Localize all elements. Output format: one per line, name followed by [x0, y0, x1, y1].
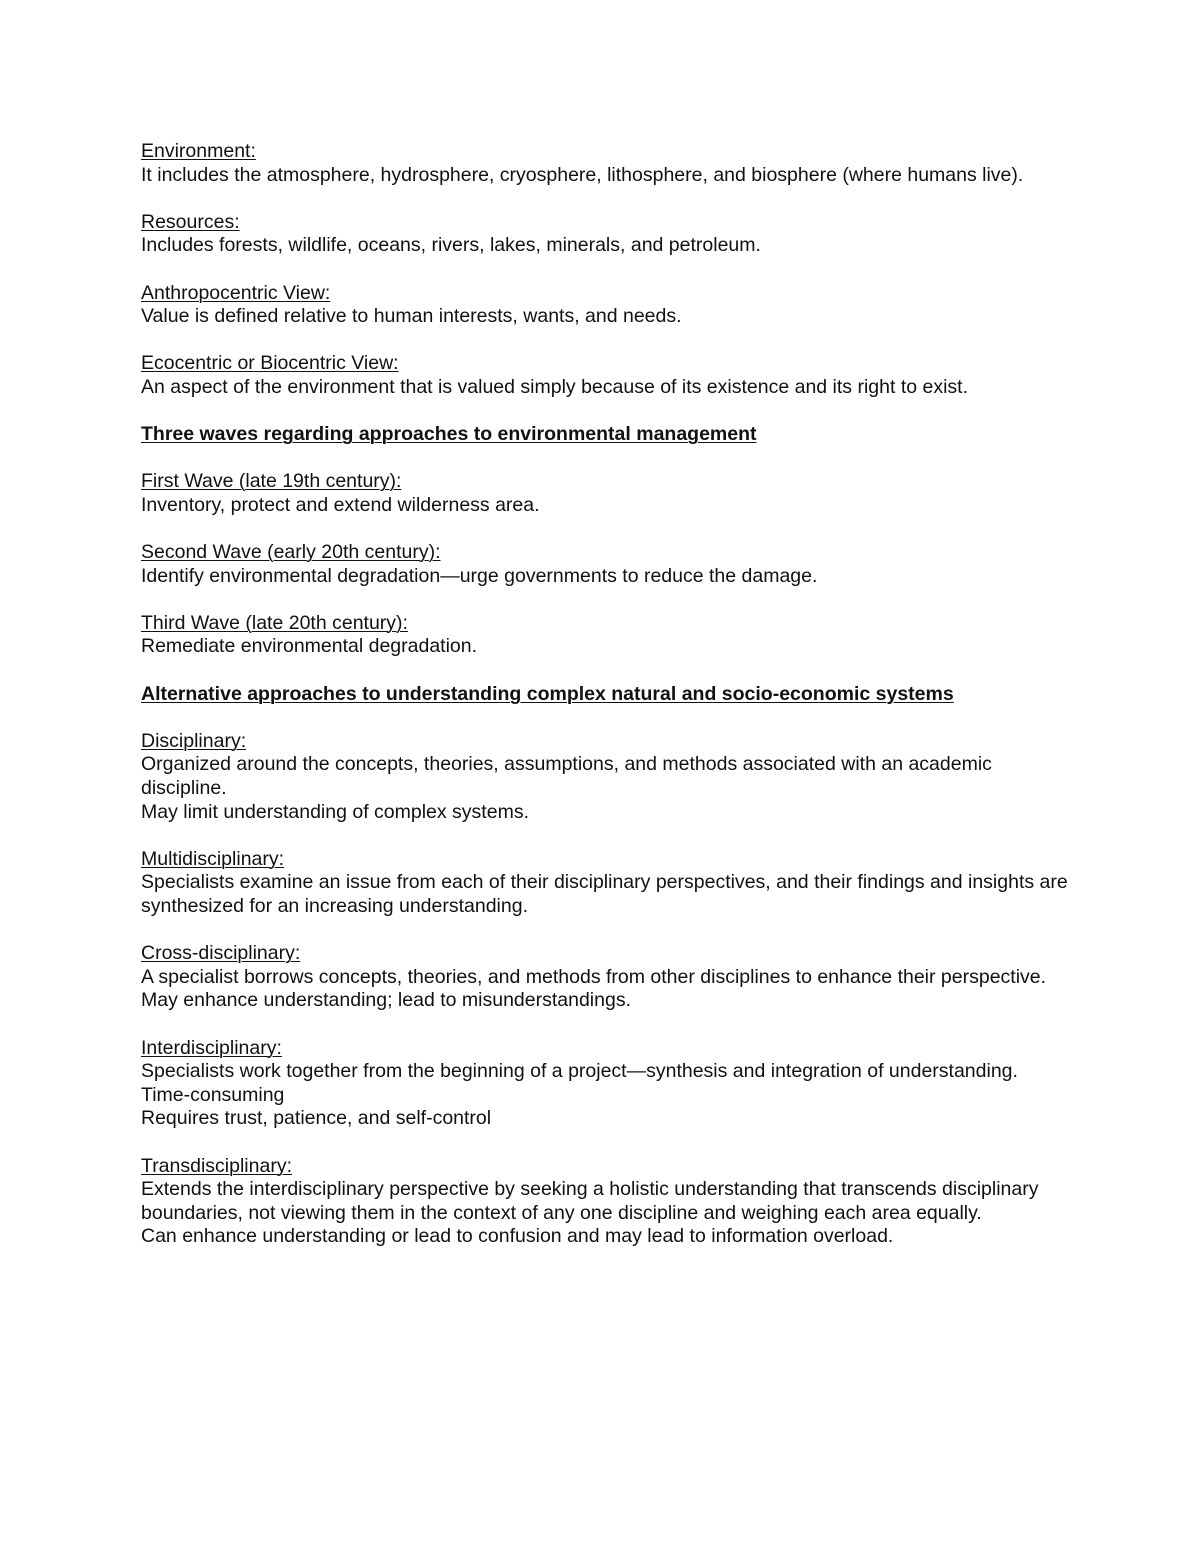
term-description: Includes forests, wildlife, oceans, rivers, lakes, minerals, and petroleum.	[141, 234, 761, 257]
definition-anthropocentric-view	[141, 282, 1081, 329]
wave-second	[141, 541, 1081, 588]
definition-ecocentric-view	[141, 352, 1081, 399]
section-heading-waves: Three waves regarding approaches to environmental management	[141, 423, 757, 446]
wave-third	[141, 612, 1081, 659]
term-description: An aspect of the environment that is valued simply because of its existence and its right to exist.	[141, 375, 969, 398]
term-title: Resources:	[141, 210, 240, 233]
term-title: Transdisciplinary:	[141, 1154, 292, 1177]
term-description: A specialist borrows concepts, theories, and methods from other disciplines to enhance their perspective.	[141, 965, 1047, 988]
term-note: May enhance understanding; lead to misunderstandings.	[141, 989, 631, 1012]
approach-multidisciplinary	[141, 848, 1081, 919]
term-description: Inventory, protect and extend wilderness area.	[141, 493, 540, 516]
term-title: First Wave (late 19th century):	[141, 470, 402, 493]
definition-resources	[141, 211, 1081, 258]
definition-environment	[141, 140, 1081, 187]
term-title: Ecocentric or Biocentric View:	[141, 352, 399, 375]
term-title: Interdisciplinary:	[141, 1036, 282, 1059]
term-description: Value is defined relative to human interests, wants, and needs.	[141, 305, 682, 328]
term-description: Organized around the concepts, theories, assumptions, and methods associated with an academic discipline.	[141, 753, 992, 800]
approach-transdisciplinary	[141, 1155, 1081, 1249]
term-description: Specialists examine an issue from each of their disciplinary perspectives, and their findings and insights are synthesized for an increasing understanding.	[141, 871, 1068, 917]
term-description: Identify environmental degradation—urge governments to reduce the damage.	[141, 564, 818, 587]
term-title: Disciplinary:	[141, 729, 247, 752]
term-title: Second Wave (early 20th century):	[141, 541, 441, 564]
term-note: Requires trust, patience, and self-control	[141, 1107, 492, 1130]
term-note: Can enhance understanding or lead to confusion and may lead to information overload.	[141, 1225, 894, 1248]
approach-cross-disciplinary	[141, 942, 1081, 1013]
wave-first	[141, 470, 1081, 517]
term-title: Multidisciplinary:	[141, 847, 285, 870]
section-heading-approaches: Alternative approaches to understanding complex natural and socio-economic systems	[141, 682, 954, 705]
approach-interdisciplinary	[141, 1037, 1081, 1131]
term-title: Anthropocentric View:	[141, 281, 331, 304]
term-title: Environment:	[141, 140, 256, 162]
term-description: It includes the atmosphere, hydrosphere, cryosphere, lithosphere, and biosphere (where humans live).	[141, 163, 1024, 186]
term-title: Third Wave (late 20th century):	[141, 611, 408, 634]
term-description: Remediate environmental degradation.	[141, 635, 478, 658]
term-title: Cross-disciplinary:	[141, 942, 301, 965]
approach-disciplinary	[141, 730, 1081, 824]
term-note: May limit understanding of complex systems.	[141, 800, 529, 823]
document-page	[141, 140, 1081, 1273]
term-description: Specialists work together from the beginning of a project—synthesis and integration of understanding.	[141, 1060, 1018, 1083]
term-note: Time-consuming	[141, 1083, 285, 1106]
term-description: Extends the interdisciplinary perspective by seeking a holistic understanding that transcends disciplinary boundaries, not viewing them in the context of any one discipline and weighing each area equally.	[141, 1178, 1039, 1224]
